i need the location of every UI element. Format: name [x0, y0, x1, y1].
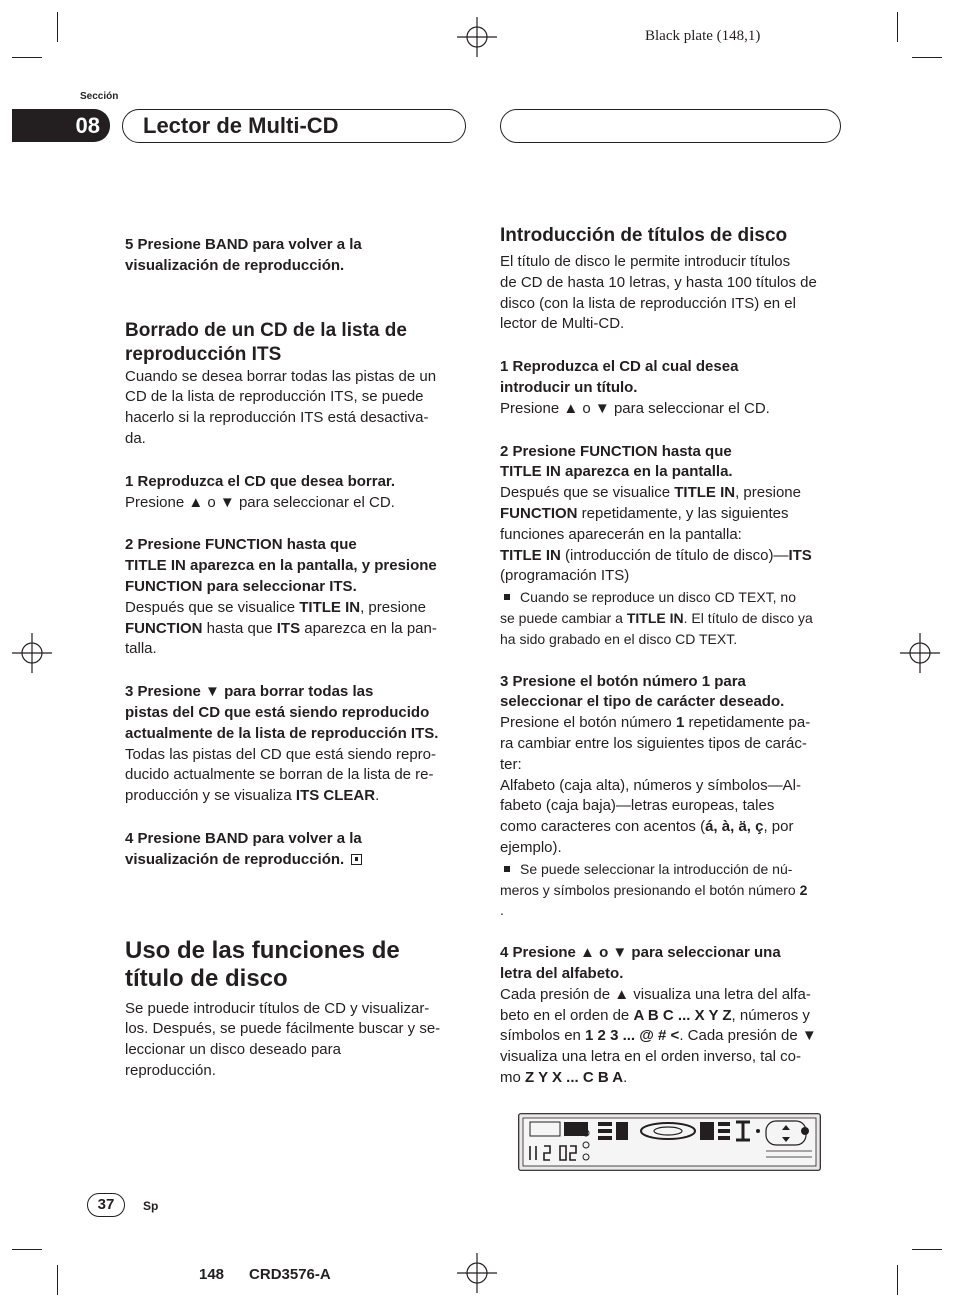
section-number-tab: [12, 109, 110, 142]
borrado-line: hacerlo si la reproducción ITS está desactiva-: [125, 409, 429, 427]
r-step-2-note: Cuando se reproduce un disco CD TEXT, no: [500, 587, 845, 608]
step-2-title: 2 Presione FUNCTION hasta que: [125, 536, 357, 554]
crop-mark: [12, 1249, 42, 1250]
r-step-1-title: 1 Reproduzca el CD al cual desea: [500, 358, 739, 376]
section-title-box-empty: [500, 109, 841, 143]
step-2-body: talla.: [125, 640, 157, 658]
r-step-4-title-cont: letra del alfabeto.: [500, 964, 624, 982]
r-step-2-title: 2 Presione FUNCTION hasta que: [500, 442, 732, 460]
borrado-line: da.: [125, 429, 146, 447]
crop-mark: [912, 1249, 942, 1250]
r-step-3-body: Presione el botón número 1 repetidamente pa-: [500, 714, 811, 732]
r-step-3-note: meros y símbolos presionando el botón número 2: [500, 881, 808, 898]
r-step-3-body: Alfabeto (caja alta), números y símbolos—Al-: [500, 776, 801, 794]
step-3-title-cont: actualmente de la lista de reproducción ITS.: [125, 724, 439, 742]
intro-line: El título de disco le permite introducir títulos: [500, 253, 791, 270]
step-4-title-cont: visualización de reproducción.: [125, 850, 470, 871]
r-step-3-body: ejemplo).: [500, 838, 562, 856]
r-step-3-note: .: [500, 902, 504, 919]
r-step-3-body: como caracteres con acentos (á, à, ä, ç, por: [500, 818, 794, 836]
uso-line: Se puede introducir títulos de CD y visualizar-: [125, 999, 430, 1017]
r-step-4-title: 4 Presione ▲ o ▼ para seleccionar una: [500, 944, 781, 962]
step-2-title-cont: TITLE IN aparezca en la pantalla, y presione: [125, 557, 437, 575]
step-3-title-cont: pistas del CD que está siendo reproducido: [125, 703, 430, 721]
page-number-badge: [87, 1193, 125, 1217]
r-step-4-body: símbolos en 1 2 3 ... @ # <. Cada presión de ▼: [500, 1027, 817, 1045]
down-arrow-icon: ▼: [219, 493, 235, 511]
language-label: Sp: [143, 1199, 159, 1213]
left-column: [125, 235, 470, 1082]
crop-mark: [897, 12, 898, 42]
crop-mark: [912, 57, 942, 58]
down-arrow-icon: ▼: [205, 683, 220, 701]
registration-mark-icon: [457, 17, 497, 57]
step-3-body: ducido actualmente se borran de la lista de re-: [125, 766, 434, 784]
step-5-title-cont: visualización de reproducción.: [125, 256, 345, 274]
r-step-2-body: funciones aparecerán en la pantalla:: [500, 525, 742, 543]
r-step-3-body: fabeto (caja baja)—letras europeas, tales: [500, 797, 775, 815]
uso-line: los. Después, se puede fácilmente buscar y se-: [125, 1020, 441, 1038]
intro-line: de CD de hasta 10 letras, y hasta 100 títulos de: [500, 273, 817, 291]
heading-borrado: Borrado de un CD de la lista de: [125, 319, 407, 341]
borrado-line: Cuando se desea borrar todas las pistas de un: [125, 367, 437, 385]
r-step-3-note: Se puede seleccionar la introducción de nú-: [500, 859, 845, 880]
borrado-line: CD de la lista de reproducción ITS, se puede: [125, 388, 424, 406]
step-4-title: 4 Presione BAND para volver a la: [125, 829, 362, 847]
r-step-3-body: ra cambiar entre los siguientes tipos de carác-: [500, 734, 807, 752]
intro-line: disco (con la lista de reproducción ITS) en el: [500, 294, 796, 312]
down-arrow-icon: ▼: [612, 944, 628, 962]
lcd-display-illustration: [518, 1113, 821, 1171]
step-1-title: 1 Reproduzca el CD que desea borrar.: [125, 472, 396, 490]
plate-label: Black plate (148,1): [645, 28, 761, 44]
r-step-1-body: Presione ▲ o ▼ para seleccionar el CD.: [500, 399, 770, 417]
print-info: 148 CRD3576-A: [199, 1266, 331, 1283]
end-mark-icon: [351, 854, 362, 865]
section-title: Lector de Multi-CD: [122, 109, 466, 143]
section-label: Sección: [80, 91, 119, 102]
step-1-body: Presione ▲ o ▼ para seleccionar el CD.: [125, 493, 395, 511]
heading-uso: Uso de las funciones de: [125, 936, 400, 964]
heading-uso-cont: título de disco: [125, 964, 288, 992]
registration-mark-icon: [12, 633, 52, 673]
r-step-2-title-cont: TITLE IN aparezca en la pantalla.: [500, 463, 733, 481]
r-step-4-body: mo Z Y X ... C B A.: [500, 1068, 628, 1086]
r-step-2-note: ha sido grabado en el disco CD TEXT.: [500, 630, 738, 647]
r-step-2-body: Después que se visualice TITLE IN, presione: [500, 484, 801, 502]
step-3-title: 3 Presione ▼ para borrar todas las: [125, 683, 374, 701]
r-step-3-title-cont: seleccionar el tipo de carácter deseado.: [500, 693, 785, 711]
right-column: [500, 224, 845, 1089]
down-arrow-icon: ▼: [594, 399, 610, 417]
step-2-title-cont: FUNCTION para seleccionar ITS.: [125, 577, 357, 595]
step-3-body: Todas las pistas del CD que está siendo repro-: [125, 745, 437, 763]
r-step-4-body: beto en el orden de A B C ... X Y Z, números y: [500, 1006, 810, 1024]
bullet-icon: [504, 866, 510, 872]
bullet-icon: [504, 594, 510, 600]
crop-mark: [897, 1265, 898, 1295]
r-step-1-title-cont: introducir un título.: [500, 378, 638, 396]
r-step-2-body: TITLE IN (introducción de título de disco)—ITS: [500, 546, 812, 564]
step-3-body: producción y se visualiza ITS CLEAR.: [125, 787, 380, 805]
r-step-2-body: FUNCTION repetidamente, y las siguientes: [500, 504, 789, 522]
crop-mark: [57, 1265, 58, 1295]
step-2-body: Después que se visualice TITLE IN, presione: [125, 598, 426, 616]
r-step-4-body: Cada presión de ▲ visualiza una letra del alfa-: [500, 985, 811, 1003]
r-step-4-body: visualiza una letra en el orden inverso, tal co-: [500, 1048, 801, 1066]
page-number: 37: [97, 1196, 115, 1213]
up-arrow-icon: ▲: [563, 399, 579, 417]
r-step-2-body: (programación ITS): [500, 567, 630, 585]
step-5-title: 5 Presione BAND para volver a la: [125, 236, 362, 253]
up-arrow-icon: ▲: [580, 944, 595, 962]
step-2-body: FUNCTION hasta que ITS aparezca en la pan-: [125, 619, 437, 637]
uso-line: leccionar un disco deseado para: [125, 1041, 341, 1059]
heading-intro: Introducción de títulos de disco: [500, 225, 788, 246]
section-number: 08: [75, 112, 100, 138]
uso-line: reproducción.: [125, 1061, 216, 1079]
intro-line: lector de Multi-CD.: [500, 315, 625, 333]
crop-mark: [12, 57, 42, 58]
r-step-3-body: ter:: [500, 755, 522, 773]
registration-mark-icon: [900, 633, 940, 673]
registration-mark-icon: [457, 1253, 497, 1293]
crop-mark: [57, 12, 58, 42]
up-arrow-icon: ▲: [614, 985, 630, 1003]
r-step-3-title: 3 Presione el botón número 1 para: [500, 672, 746, 690]
r-step-2-note: se puede cambiar a TITLE IN. El título de disco ya: [500, 609, 813, 626]
down-arrow-icon: ▼: [801, 1027, 817, 1045]
heading-borrado-cont: reproducción ITS: [125, 343, 282, 365]
up-arrow-icon: ▲: [188, 493, 204, 511]
